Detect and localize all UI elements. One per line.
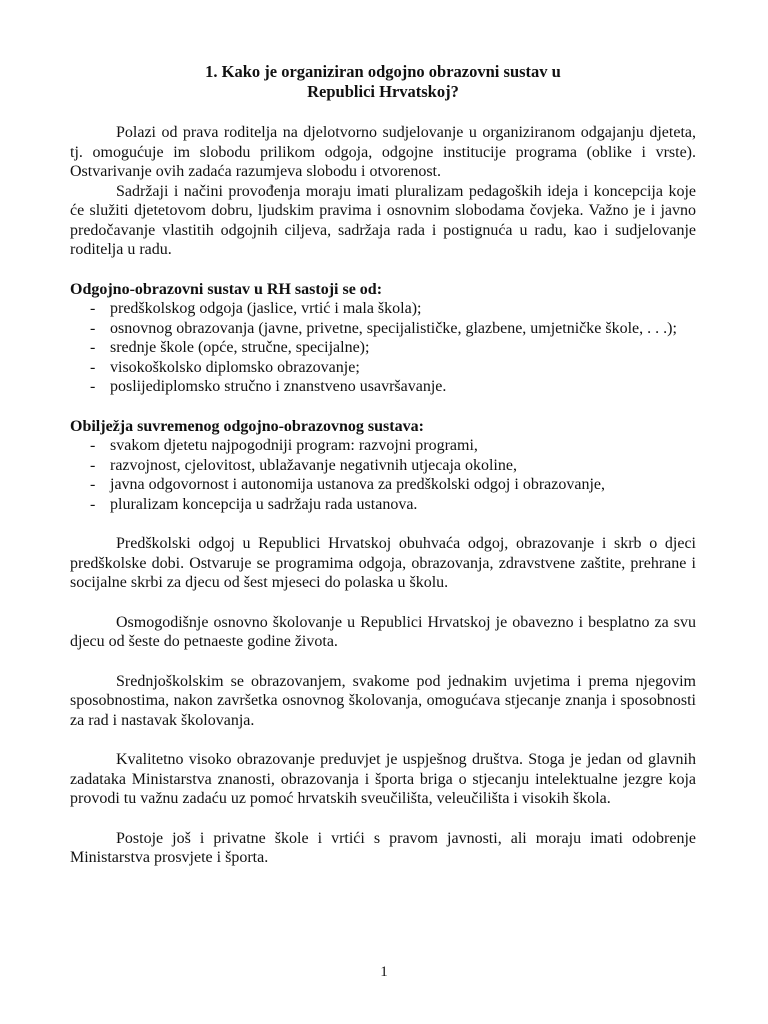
system-heading: Odgojno-obrazovni sustav u RH sastoji se od:	[70, 280, 383, 298]
secondary-school-paragraph: Srednjoškolskim se obrazovanjem, svakome pod jednakim uvjetima i prema njegovim sposobnostima, nakon završetka osnovnog školovanja, omogućava stjecanje znanja i sposobnosti za rad i nastavak školovanja.	[70, 672, 696, 729]
spacer	[70, 397, 696, 417]
list-item	[70, 338, 696, 358]
preschool-paragraph: Predškolski odgoj u Republici Hrvatskoj obuhvaća odgoj, obrazovanje i skrb o djeci predškolske dobi. Ostvaruje se programima odgoja, obrazovanja, zdravstvene zaštite, prehrane i socijalne skrbi za djecu od šest mjeseci do polaska u školu.	[70, 535, 696, 591]
document-title	[70, 62, 696, 102]
bullet-dash: -	[90, 495, 96, 513]
list-item-text: predškolskog odgoja (jaslice, vrtić i mala škola);	[110, 300, 422, 317]
spacer	[70, 260, 696, 280]
list-item	[70, 319, 696, 339]
list-item-text: javna odgovornost i autonomija ustanova za predškolski odgoj i obrazovanje,	[110, 476, 605, 493]
title-line-1: 1. Kako je organiziran odgojno obrazovni sustav u	[205, 62, 561, 81]
bullet-dash: -	[90, 437, 96, 454]
document-page	[70, 62, 696, 868]
list-item	[70, 495, 696, 515]
system-list	[70, 299, 696, 397]
bullet-dash: -	[90, 358, 96, 376]
bullet-dash: -	[90, 456, 96, 474]
bullet-dash: -	[90, 339, 96, 356]
bullet-dash: -	[90, 378, 96, 395]
intro-paragraph-1: Polazi od prava roditelja na djelotvorno sudjelovanje u organiziranom odgajanju djeteta, tj. omogućuje im slobodu prilikom odgoja, odgojne institucije programa (oblike i vrste). Ostvarivanje ovih zadaća razumjeva slobodu i otvorenost.	[70, 124, 696, 180]
list-item	[70, 456, 696, 476]
list-item	[70, 436, 696, 456]
features-heading: Obilježja suvremenog odgojno-obrazovnog sustava:	[70, 417, 424, 435]
list-item	[70, 299, 696, 319]
spacer	[70, 730, 696, 750]
list-item-text: razvojnost, cjelovitost, ublažavanje negativnih utjecaja okoline,	[110, 456, 517, 474]
bullet-dash: -	[90, 300, 96, 317]
intro-paragraph-2: Sadržaji i načini provođenja moraju imati pluralizam pedagoških ideja i koncepcija koje će služiti djetetovom dobru, ljudskim pravima i osnovnim slobodama čovjeka. Važno je i javno predočavanje vlastitih odgojnih ciljeva, sadržaja rada i postignuća u radu, kao i sudjelovanje roditelja u radu.	[70, 182, 696, 258]
spacer	[70, 652, 696, 672]
spacer	[70, 593, 696, 613]
list-item	[70, 377, 696, 397]
list-item-text: pluralizam koncepcija u sadržaju rada ustanova.	[110, 495, 418, 513]
higher-education-paragraph: Kvalitetno visoko obrazovanje preduvjet je uspješnog društva. Stoga je jedan od glavnih zadataka Ministarstva znanosti, obrazovanja i športa briga o stjecanju intelektualne jezgre koja provodi tu važnu zadaću uz pomoć hrvatskih sveučilišta, veleučilišta i visokih škola.	[70, 751, 696, 807]
features-list	[70, 436, 696, 514]
list-item-text: srednje škole (opće, stručne, specijalne);	[110, 339, 370, 356]
primary-school-paragraph: Osmogodišnje osnovno školovanje u Republici Hrvatskoj je obavezno i besplatno za svu djecu od šeste do petnaeste godine života.	[70, 613, 696, 650]
list-item-text: svakom djetetu najpogodniji program: razvojni programi,	[110, 437, 478, 454]
spacer	[70, 514, 696, 534]
bullet-dash: -	[90, 319, 96, 337]
spacer	[70, 809, 696, 829]
list-item-text: visokoškolsko diplomsko obrazovanje;	[110, 358, 360, 376]
list-item	[70, 475, 696, 495]
list-item-text: osnovnog obrazovanja (javne, privetne, specijalističke, glazbene, umjetničke škole, . . .);	[110, 319, 677, 337]
page-number: 1	[380, 964, 388, 980]
title-line-2: Republici Hrvatskoj?	[307, 82, 459, 101]
private-schools-paragraph: Postoje još i privatne škole i vrtići s pravom javnosti, ali moraju imati odobrenje Ministarstva prosvjete i športa.	[70, 829, 696, 866]
list-item-text: poslijediplomsko stručno i znanstveno usavršavanje.	[110, 378, 447, 395]
list-item	[70, 358, 696, 378]
bullet-dash: -	[90, 476, 96, 493]
